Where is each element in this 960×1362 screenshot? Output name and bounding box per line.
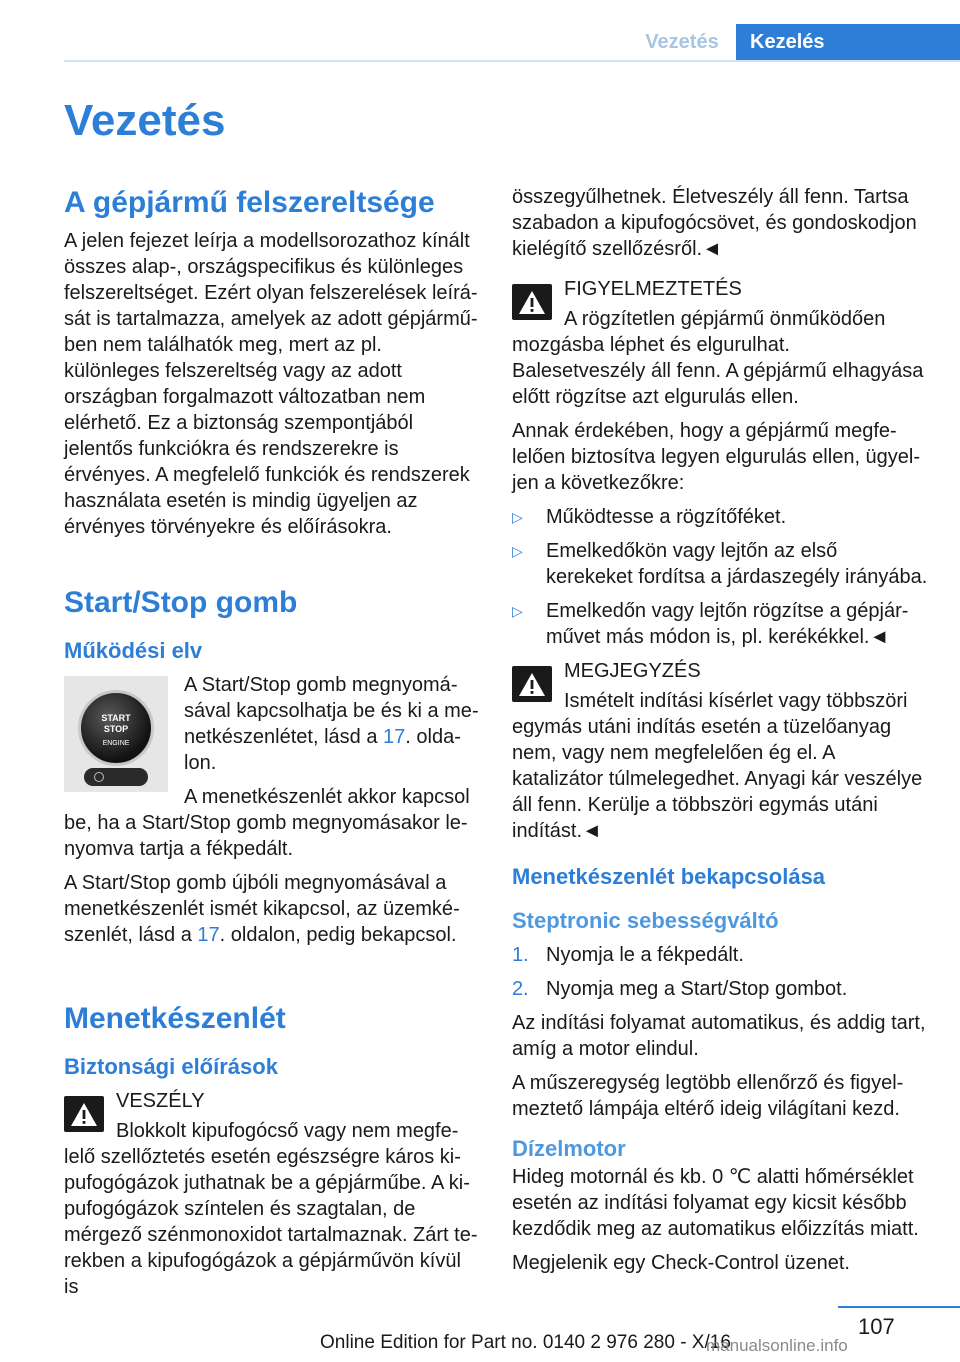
subheading-safety: Biztonsági előírások — [64, 1054, 278, 1079]
button-label-stop: STOP — [103, 724, 129, 734]
subheading-diesel: Dízelmotor — [512, 1136, 626, 1161]
text-run: A Start/Stop gomb megnyomásával kapcsolhatja be és ki a menetkészenlétet, lásd a — [184, 674, 479, 748]
step-number: 2. — [512, 978, 529, 1000]
steps-list — [512, 942, 928, 1002]
list-item-text: Nyomja le a fékpedált. — [546, 944, 744, 966]
start-stop-paragraph-2: A menetkészenlét akkor kapcsol be, ha a Start/Stop gomb megnyomásakor lenyomva tartja a fékpedált. — [64, 786, 470, 860]
chapter-title: Vezetés — [64, 96, 226, 145]
auto-start-paragraph: Az indítási folyamat automatikus, és addig tart, amíg a motor elindul. — [512, 1012, 926, 1060]
warning-body-caution: A rögzítetlen gépjármű önműködően mozgásba léphet és elgurulhat. Balesetveszély áll fenn. A gépjármű elhagyása előtt rögzítse azt elgurulás ellen. — [512, 308, 924, 408]
page-footer — [0, 1300, 960, 1362]
start-stop-button-image — [64, 676, 168, 792]
subheading-steptronic: Steptronic sebességváltó — [512, 908, 779, 933]
breadcrumb-vezetes[interactable]: Vezetés — [645, 31, 719, 53]
start-stop-paragraph-3 — [64, 870, 480, 948]
list-item-text: Emelkedőn vagy lejtőn rögzítse a gépjárművet más módon is, pl. kerékékkel.◄ — [546, 600, 909, 648]
bullet-marker-icon: ▷ — [512, 509, 523, 525]
bullet-marker-icon: ▷ — [512, 543, 523, 559]
equipment-paragraph: A jelen fejezet leírja a modellsorozathoz kínált összes alap-, országspecifikus és különleges felszereltséget. Ezért olyan felszerelések leírását is tartalmazza, amelyek az adott gépjárműben nem találhatók meg, mert az pl. különleges felszereltség vagy az adott országban forgalmazott változatban nem elérhető. Ez a biztonság szempontjából jelentős funkciókra és rendszerekre is érvényes. A megfelelő funkciók és rendszerek használata esetén is mindig ügyeljen az érvényes törvényekre és előírásokra. — [64, 230, 478, 538]
button-label-engine: ENGINE — [102, 740, 130, 747]
warning-title-danger: VESZÉLY — [116, 1090, 205, 1112]
warning-continuation: összegyűlhetnek. Életveszély áll fenn. Tartsa szabadon a kipufogócsövet, és gondoskodjon kielégítő szellőzésről.◄ — [512, 186, 917, 260]
subheading-principle: Működési elv — [64, 638, 203, 663]
warning-triangle-icon — [64, 1096, 104, 1132]
warning-note — [512, 658, 928, 844]
footer-rule — [838, 1306, 960, 1308]
list-item — [512, 504, 928, 530]
page-link-17[interactable]: 17 — [383, 726, 406, 748]
bullet-marker-icon: ▷ — [512, 603, 523, 619]
start-stop-knob — [78, 690, 154, 766]
section-heading-start-stop: Start/Stop gomb — [64, 586, 298, 619]
check-control-paragraph: Megjelenik egy Check-Control üzenet. — [512, 1252, 850, 1274]
list-item — [512, 598, 928, 650]
lamps-paragraph: A műszeregység legtöbb ellenőrző és figyelmeztető lámpája eltérő ideig világítani kezd. — [512, 1072, 904, 1120]
button-label-start: START — [101, 713, 131, 723]
list-item-text: Működtesse a rögzítőféket. — [546, 506, 787, 528]
watermark: manualsonline.info — [706, 1336, 848, 1355]
list-item-text: Emelkedőkön vagy lejtőn az első kerekeket fordítsa a járdaszegély irányába. — [546, 540, 928, 588]
diesel-paragraph: Hideg motornál és kb. 0 ℃ alatti hőmérséklet esetén az indítási folyamat egy kicsit később kezdődik meg az automatikus előizzítás miatt. — [512, 1166, 919, 1240]
text-run: . oldalon. — [184, 726, 461, 774]
section-heading-equipment: A gépjármű felszereltsége — [64, 186, 435, 219]
left-column — [64, 184, 480, 1308]
warning-title-caution: FIGYELMEZTETÉS — [564, 278, 742, 300]
list-item — [512, 976, 928, 1002]
warning-body-note: Ismételt indítási kísérlet vagy többszöri egymás utáni indítás esetén a tüzelőanyag nem, vagy nem megfelelően ég el. A katalizátor túlmelegedhet. Anyagi kár veszélye áll fenn. Kerülje a többszöri egymás utáni indítást.◄ — [512, 690, 923, 842]
page-number: 107 — [858, 1314, 895, 1339]
auto-start-stop-switch — [84, 768, 148, 786]
page-link-17b[interactable]: 17 — [197, 924, 220, 946]
breadcrumb-kezeles[interactable]: Kezelés — [736, 24, 960, 60]
warning-body-danger: Blokkolt kipufogócső vagy nem megfelelő szellőztetés esetén egészségre káros kipufogógázok juthatnak be a gépjárműbe. A kipufogógázok színtelen és szagtalan, de mérgező szénmonoxidot tartalmaznak. Zárt terekben a kipufogógázok a gépjárművön kívül is — [64, 1120, 478, 1298]
rolloff-intro: Annak érdekében, hogy a gépjármű megfelelően biztosítva legyen elgurulás ellen, ügyeljen a következőkre: — [512, 420, 921, 494]
warning-danger — [64, 1088, 480, 1300]
page-header — [0, 0, 960, 62]
auto-start-stop-icon — [94, 772, 104, 782]
subheading-activation: Menetkészenlét bekapcsolása — [512, 864, 826, 889]
text-run: A Start/Stop gomb újbóli megnyomásával a menetkészenlét ismét kikapcsol, az üzemkészenlét, lásd a — [64, 872, 460, 946]
text-run: . oldalon, pedig bekapcsol. — [219, 924, 457, 946]
list-item — [512, 538, 928, 590]
list-item-text: Nyomja meg a Start/Stop gombot. — [546, 978, 848, 1000]
edition-note: Online Edition for Part no. 0140 2 976 280 - X/16 — [320, 1332, 731, 1353]
warning-triangle-icon — [512, 666, 552, 702]
section-heading-readiness: Menetkészenlét — [64, 1002, 286, 1035]
warning-title-note: MEGJEGYZÉS — [564, 660, 701, 682]
warning-triangle-icon — [512, 284, 552, 320]
right-column — [512, 184, 928, 1284]
header-rule — [64, 60, 960, 62]
step-number: 1. — [512, 944, 529, 966]
warning-caution — [512, 276, 928, 410]
rolloff-list — [512, 504, 928, 650]
list-item — [512, 942, 928, 968]
